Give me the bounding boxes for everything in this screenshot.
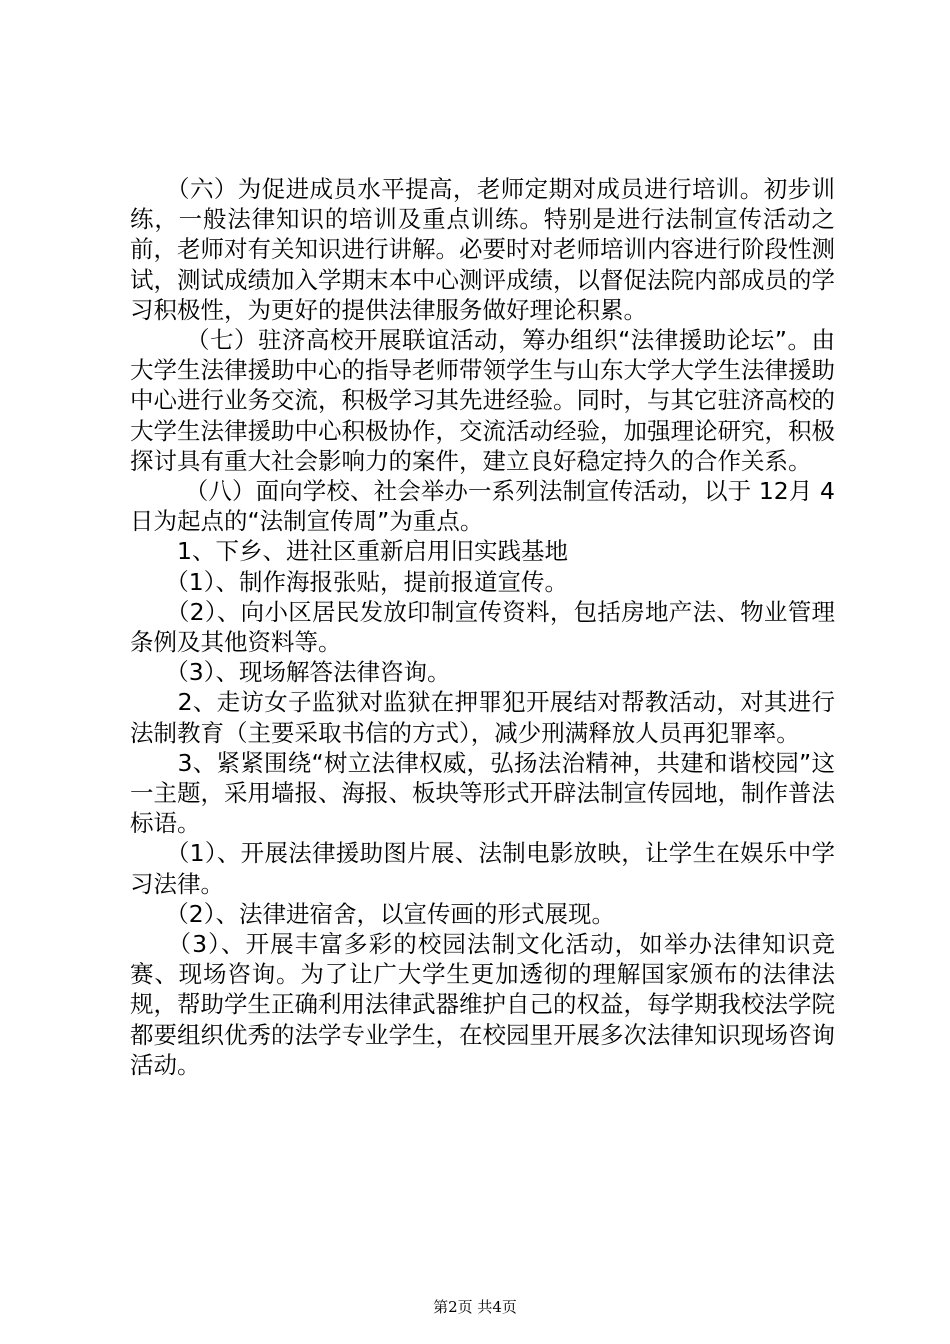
paragraph: （六）为促进成员水平提高，老师定期对成员进行培训。初步训练，一般法律知识的培训及重点训练。特别是进行法制宣传活动之前，老师对有关知识进行讲解。必要时对老师培训内容进行阶段性测试，测试成绩加入学期末本中心测评成绩，以督促法院内部成员的学习积极性，为更好的提供法律服务做好理论积累。 (130, 175, 835, 324)
paragraph: （1）、制作海报张贴，提前报道宣传。 (130, 567, 568, 596)
paragraph: （3）、开展丰富多彩的校园法制文化活动，如举办法律知识竞赛、现场咨询。为了让广大学生更加透彻的理解国家颁布的法律法规，帮助学生正确利用法律武器维护自己的权益，每学期我校法学院都要组织优秀的法学专业学生，在校园里开展多次法律知识现场咨询活动。 (130, 930, 835, 1079)
paragraph: 2、走访女子监狱对监狱在押罪犯开展结对帮教活动，对其进行法制教育（主要采取书信的方式），减少刑满释放人员再犯罪率。 (130, 688, 835, 747)
paragraph: （2）、向小区居民发放印制宣传资料，包括房地产法、物业管理条例及其他资料等。 (130, 597, 835, 657)
paragraph: 3、紧紧围绕“树立法律权威，弘扬法治精神，共建和谐校园”这一主题，采用墙报、海报、板块等形式开辟法制宣传园地，制作普法标语。 (130, 748, 835, 838)
document-body (130, 174, 843, 1080)
page-footer: 第2页 共4页 (433, 1298, 517, 1316)
paragraph: （八）面向学校、社会举办一系列法制宣传活动，以于 12月 4 日为起点的“法制宣传周”为重点。 (130, 477, 843, 536)
paragraph: （3）、现场解答法律咨询。 (130, 658, 451, 687)
paragraph: （1）、开展法律援助图片展、法制电影放映，让学生在娱乐中学习法律。 (130, 839, 835, 898)
paragraph: （七）驻济高校开展联谊活动，筹办组织“法律援助论坛”。由大学生法律援助中心的指导老师带领学生与山东大学大学生法律援助中心进行业务交流，积极学习其先进经验。同时，与其它驻济高校的大学生法律援助中心积极协作，交流活动经验，加强理论研究，积极探讨具有重大社会影响力的案件，建立良好稳定持久的合作关系。 (130, 326, 835, 475)
paragraph: （2）、法律进宿舍，以宣传画的形式展现。 (130, 899, 615, 928)
paragraph: 1、下乡、进社区重新启用旧实践基地 (130, 537, 568, 566)
